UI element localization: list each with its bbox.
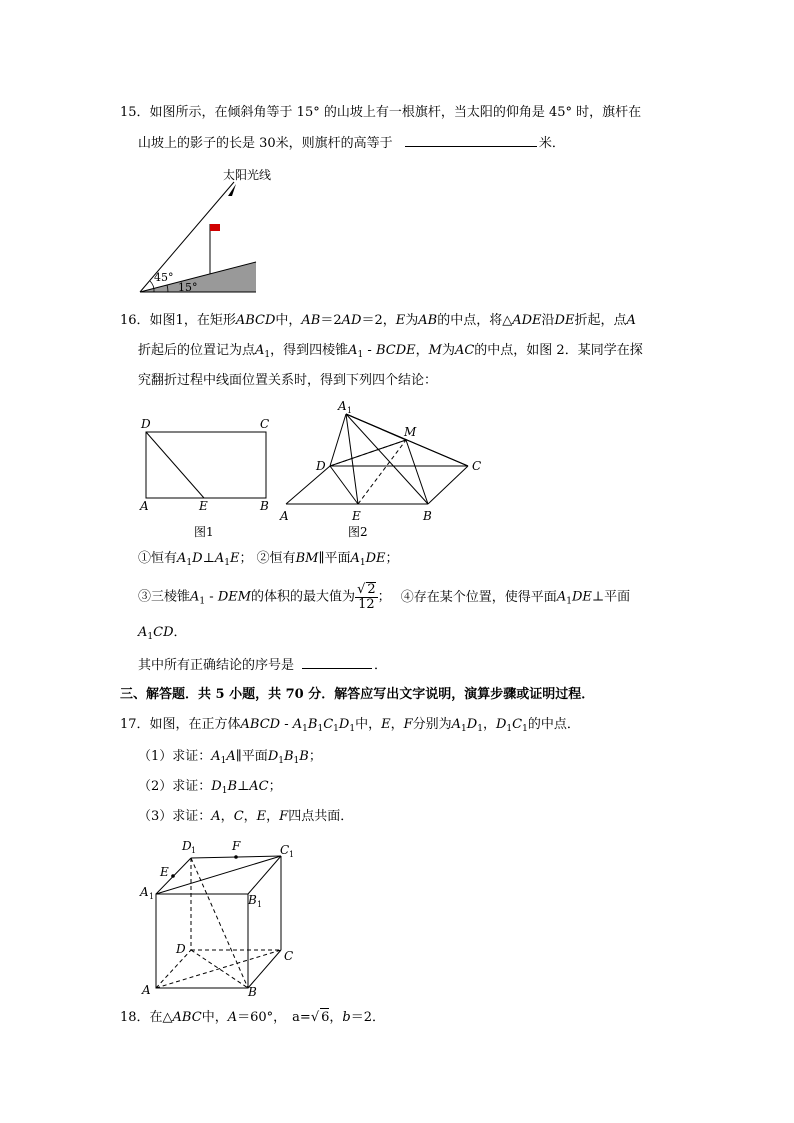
svg-text:A: A bbox=[280, 509, 289, 523]
svg-text:A: A bbox=[140, 499, 149, 513]
fig2-caption: 图2 bbox=[348, 525, 368, 539]
q15-figure bbox=[138, 164, 272, 296]
svg-text:A: A bbox=[140, 885, 149, 899]
svg-text:M: M bbox=[404, 425, 417, 439]
angle-45-label: 45° bbox=[154, 271, 174, 284]
point-E-dot bbox=[171, 874, 175, 878]
point-F-dot bbox=[234, 855, 238, 859]
svg-text:1: 1 bbox=[191, 846, 197, 855]
q17-part-2: （2）求证：$D_1B\perp AC$； bbox=[138, 779, 282, 796]
q16-ask: 其中所有正确结论的序号是 ． bbox=[138, 658, 388, 673]
q16-figure-2 bbox=[278, 396, 488, 542]
flag-icon bbox=[210, 224, 220, 231]
svg-text:E: E bbox=[160, 865, 169, 879]
q16-line1: 16．如图1，在矩形ABCD中，AB＝2AD＝2，E为AB的中点，将△ADE沿DE折起，点A bbox=[120, 313, 636, 328]
svg-text:1: 1 bbox=[289, 850, 295, 859]
svg-text:C: C bbox=[260, 417, 270, 431]
q16-conclusion-1-2: ①恒有$A_1D\perp A_1E$； ②恒有BM∥平面$A_1DE$； bbox=[138, 551, 399, 568]
svg-text:D: D bbox=[176, 942, 186, 956]
q16-figure-1 bbox=[138, 414, 278, 542]
q15-unit: 米． bbox=[538, 136, 565, 151]
svg-text:A: A bbox=[142, 983, 151, 997]
svg-text:1: 1 bbox=[257, 900, 263, 909]
q15-text: 山坡上的影子的长是 30米，则旗杆的高等于 bbox=[138, 136, 393, 151]
q17-cube-figure bbox=[136, 838, 306, 1000]
q17-part-1: （1）求证：$A_1A\parallel$平面$D_1B_1B$； bbox=[138, 749, 322, 766]
angle-15-label: 15° bbox=[178, 281, 198, 294]
q16-line2: 折起后的位置记为点$A_1$，得到四棱锥$A_1$ - BCDE，M为AC的中点，如图 2．某同学在探 bbox=[138, 343, 643, 360]
svg-text:C: C bbox=[472, 459, 482, 473]
sun-ray-arrow-icon bbox=[228, 184, 236, 196]
svg-text:B: B bbox=[248, 985, 257, 999]
q17-part-3: （3）求证：A，C，E，F四点共面． bbox=[138, 809, 354, 824]
q16-conclusion-3-4: ③三棱锥$A_1$ - DEM的体积的最大值为 $\frac{√ 2}{12}$ ； ④存在某个位置，使得平面$A_1DE\perp$平面 bbox=[138, 582, 631, 612]
q16-answer-blank[interactable] bbox=[302, 656, 372, 669]
svg-text:1: 1 bbox=[347, 406, 353, 415]
svg-text:B: B bbox=[248, 893, 257, 907]
svg-text:C: C bbox=[284, 949, 294, 963]
q15-line1: 15．如图所示，在倾斜角等于 15° 的山坡上有一根旗杆，当太阳的仰角是 45° 时，旗杆在 bbox=[120, 105, 642, 120]
q15-line2 bbox=[138, 134, 565, 153]
q18-stem: 18．在△ABC中，A＝60°， a=√ 6，b＝2． bbox=[120, 1010, 386, 1025]
svg-text:1: 1 bbox=[149, 892, 155, 901]
svg-text:B: B bbox=[260, 499, 269, 513]
fig1-caption: 图1 bbox=[194, 525, 214, 539]
q15-label-sun: 太阳光线 bbox=[223, 168, 272, 182]
svg-text:D: D bbox=[182, 839, 192, 853]
svg-text:C: C bbox=[280, 843, 290, 857]
svg-text:E: E bbox=[352, 509, 361, 523]
section-3-heading: 三、解答题．共 5 小题，共 70 分．解答应写出文字说明，演算步骤或证明过程． bbox=[120, 687, 595, 702]
svg-text:D: D bbox=[316, 459, 326, 473]
q17-stem: 17．如图，在正方体ABCD - $A_1B_1C_1D_1$中，E，F分别为$A_1D_1$，$D_1C_1$的中点． bbox=[120, 717, 580, 734]
svg-text:F: F bbox=[232, 839, 241, 853]
svg-text:E: E bbox=[199, 499, 208, 513]
max-volume-fraction: $\frac{√ 2}{12}$ bbox=[357, 582, 376, 612]
svg-text:B: B bbox=[423, 509, 432, 523]
svg-text:D: D bbox=[141, 417, 151, 431]
q16-conclusion-4-cont: $A_1CD$． bbox=[138, 625, 187, 642]
svg-text:A: A bbox=[338, 399, 347, 413]
q16-line3: 究翻折过程中线面位置关系时，得到下列四个结论： bbox=[138, 373, 438, 388]
q15-answer-blank[interactable] bbox=[405, 134, 537, 147]
